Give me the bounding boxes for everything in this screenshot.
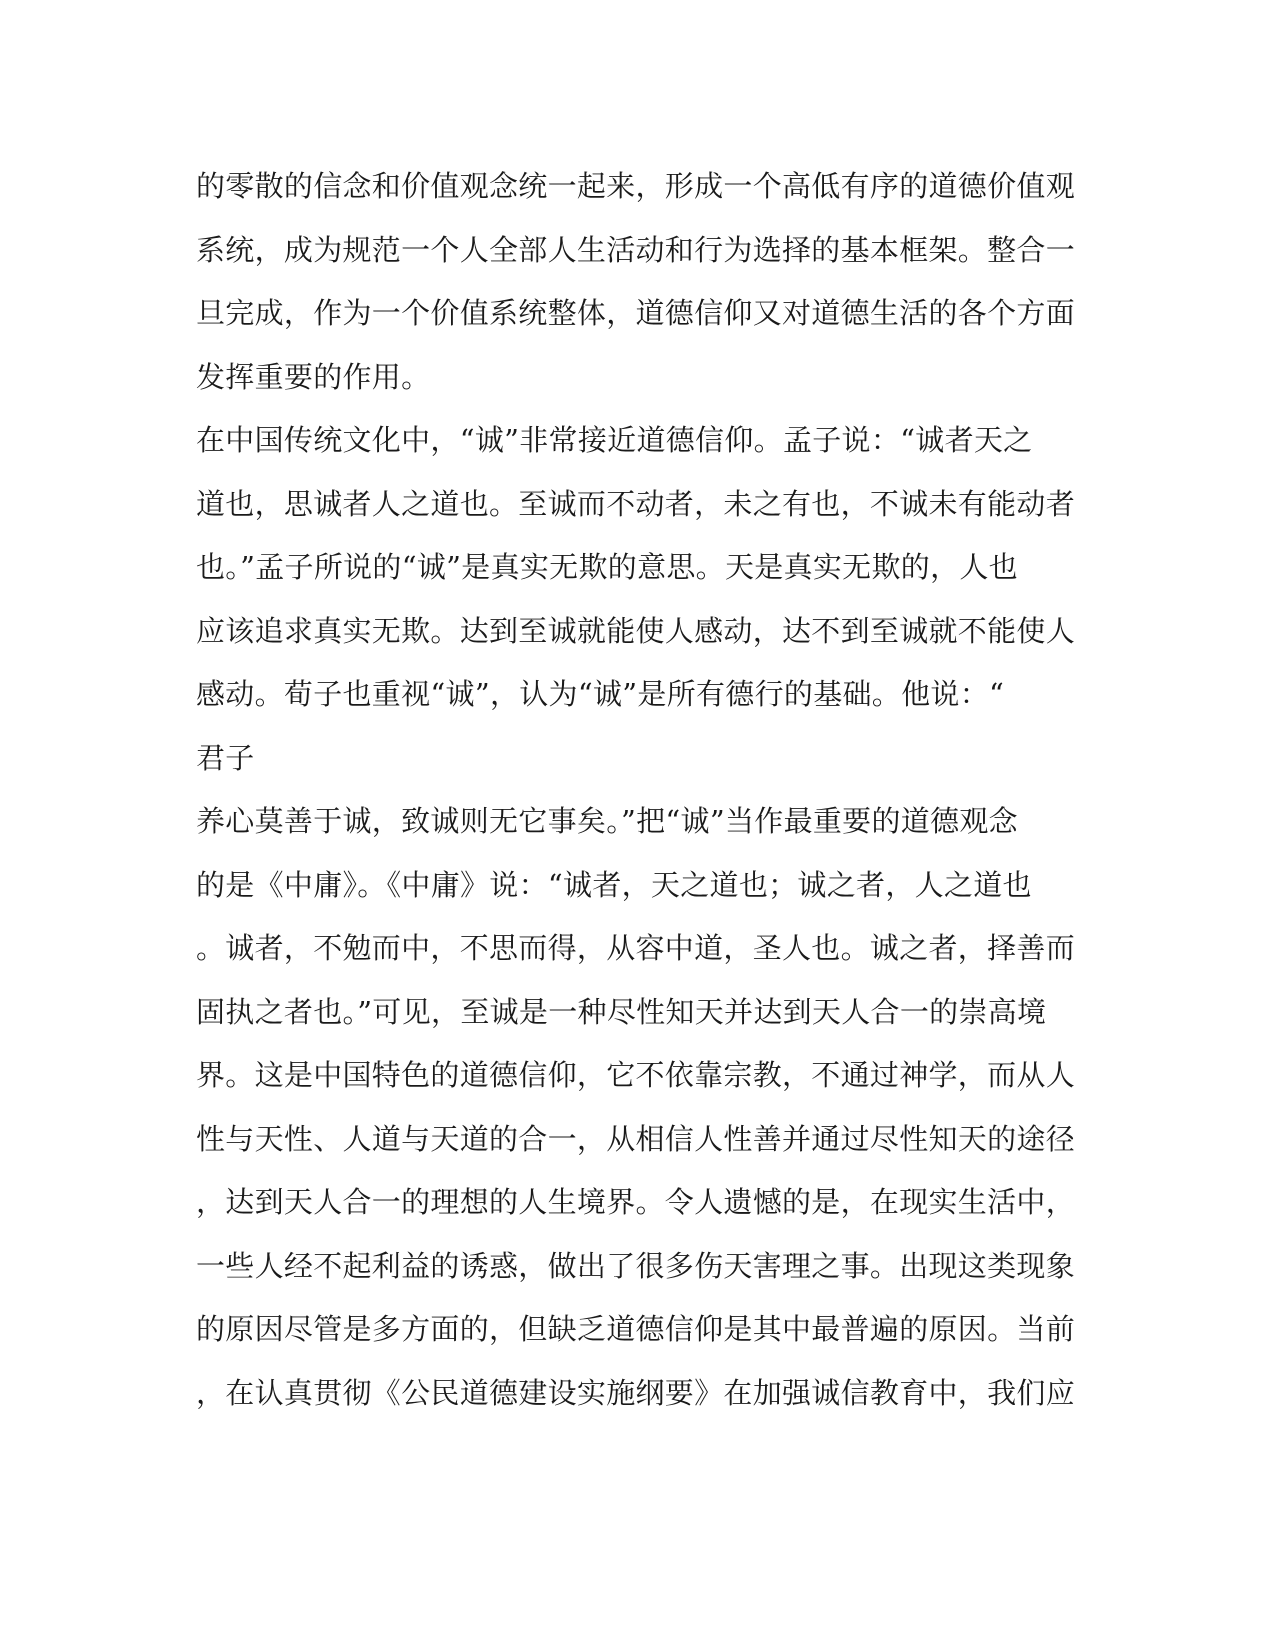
text-line: 发挥重要的作用。 <box>196 359 431 394</box>
text-line: 。诚者，不勉而中，不思而得，从容中道，圣人也。诚之者，择善而 <box>196 931 1076 965</box>
text-line: 在中国传统文化中，“诚”非常接近道德信仰。孟子说：“诚者天之 <box>196 423 1033 457</box>
text-line: 界。这是中国特色的道德信仰，它不依靠宗教，不通过神学，而从人 <box>196 1058 1076 1092</box>
text-line: ，在认真贯彻《公民道德建设实施纲要》在加强诚信教育中，我们应 <box>196 1375 1076 1410</box>
text-line: 的零散的信念和价值观念统一起来，形成一个高低有序的道德价值观 <box>196 169 1076 203</box>
text-line: 道也，思诚者人之道也。至诚而不动者，未之有也，不诚未有能动者 <box>196 486 1076 521</box>
text-line: 旦完成，作为一个价值系统整体，道德信仰又对道德生活的各个方面 <box>196 296 1076 330</box>
text-line: 君子 <box>196 740 255 775</box>
text-line: 应该追求真实无欺。达到至诚就能使人感动，达不到至诚就不能使人 <box>196 613 1076 648</box>
text-line: 性与天性、人道与天道的合一，从相信人性善并通过尽性知天的途径 <box>196 1121 1076 1156</box>
text-line: 的原因尽管是多方面的，但缺乏道德信仰是其中最普遍的原因。当前 <box>196 1312 1076 1346</box>
text-line: 固执之者也。”可见，至诚是一种尽性知天并达到天人合一的崇高境 <box>196 994 1047 1029</box>
body-text <box>196 166 1076 1436</box>
text-line: 养心莫善于诚，致诚则无它事矣。”把“诚”当作最重要的道德观念 <box>196 804 1018 838</box>
text-line: 的是《中庸》。《中庸》说：“诚者，天之道也；诚之者，人之道也 <box>196 867 1032 902</box>
text-line: 系统，成为规范一个人全部人生活动和行为选择的基本框架。整合一 <box>196 232 1076 267</box>
text-line: ，达到天人合一的理想的人生境界。令人遗憾的是，在现实生活中， <box>196 1185 1076 1219</box>
text-line: 一些人经不起利益的诱惑，做出了很多伤天害理之事。出现这类现象 <box>196 1248 1076 1283</box>
text-line: 也。”孟子所说的“诚”是真实无欺的意思。天是真实无欺的，人也 <box>196 550 1018 584</box>
text-line: 感动。荀子也重视“诚”，认为“诚”是所有德行的基础。他说：“ <box>196 677 1005 711</box>
